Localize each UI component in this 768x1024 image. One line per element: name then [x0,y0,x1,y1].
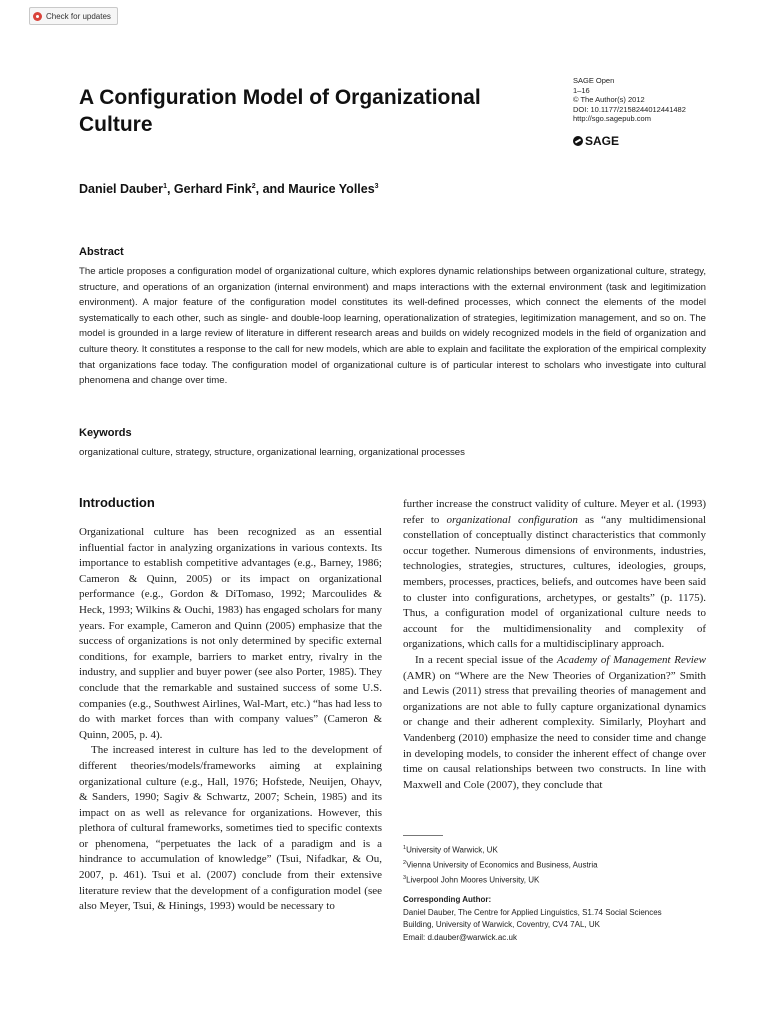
corresponding-author [403,894,713,944]
author-affiliation-marker: 1 [163,182,167,190]
paragraph-text: further increase the construct validity of culture. Meyer et al. (1993) refer to [403,498,706,526]
doi: DOI: 10.1177/2158244012441482 [573,104,686,114]
left-column [79,525,382,915]
affiliation-marker: 2 [403,859,407,866]
affiliation-text: University of Warwick, UK [406,845,498,855]
author-name: Daniel Dauber [79,182,164,196]
journal-meta [573,76,743,124]
affiliation-marker: 3 [403,874,407,881]
journal-url[interactable]: http://sgo.sagepub.com [573,114,651,124]
journal-name: SAGE Open [573,76,615,85]
abstract-text: The article proposes a configuration model of organizational culture, which explores dynamic relationships between organizational culture, strategy, structure, and operations of an organization (internal environment) and maps interactions with the external environment (task and legitimization environment). A major feature of the configuration model constitutes its well-defined processes, which connect the elements of the model systematically to each other, such as single- and double-loop learning, operationalization of strategies, legitimization management, and so on. The model is grounded in a large review of literature in different research areas and builds on widely recognized models in the field of organization and culture theory. It constitutes a response to the call for new models, which are able to explain and facilitate the exploration of the empirical complexity that organizations face today. The configuration model of organizational culture is of particular interest to scholars who investigate into cultural phenomena and change over time. [79,266,706,387]
keywords-text: organizational culture, strategy, structure, organizational learning, organizational processes [79,447,465,458]
affiliation-line [403,842,598,857]
intro-paragraph: Organizational culture has been recognized as an essential influential factor in analyzing organizations in various contexts. Its importance to establish competitive advantages (e.g., Barney, 1986; Cameron & Quinn, 2005) or its impact on organizational performance (e.g., Gordon & DiTomaso, 1992; Marcoulides & Heck, 1993; Wilkins & Ouchi, 1983) has engaged scholars for many years. For example, Cameron and Quinn (2005) emphasize that the success of organizations is not only determined by specific external conditions, for example, barriers to market entry, rivalry in the industry, and supplier and buyer power (see also Porter, 1985). They conclude that the remarkable and sustained success of some U.S. companies (e.g., Southwest Airlines, Wal-Mart, etc.) “has had less to do with market forces than with company values” (Cameron & Quinn, 2005, p. 4). [79,526,382,741]
corresponding-author-line: Building, University of Warwick, Coventry, CV4 7AL, UK [403,920,600,930]
copyright: © The Author(s) 2012 [573,95,645,105]
abstract-heading: Abstract [79,246,124,258]
author-affiliation-marker: 3 [374,182,379,190]
intro-paragraph [403,653,706,793]
author-separator: , [166,182,174,196]
article-title: A Configuration Model of Organizational Culture [79,86,481,136]
sage-logo-icon [573,136,583,146]
right-column [403,497,706,793]
author-separator: , and [255,182,289,196]
paragraph-text: (AMR) on “Where are the New Theories of Organization?” Smith and Lewis (2011) stress that prevailing theories of management and organizations are not able to fully capture organizational dynamics or change and their adherent complexity. Similarly, Ployhart and Vandenberg (2010) emphasize the need to consider time and change in developing models, to consider the inherent effect of change over time on causal relationships between two constructs. In line with Maxwell and Cole (2007), they conclude that [403,669,706,791]
affiliation-line [403,872,598,887]
check-for-updates-label: Check for updates [46,11,111,21]
intro-paragraph [403,497,706,653]
paragraph-text: In a recent special issue of the [415,653,557,666]
author-name: Maurice Yolles [288,182,375,196]
page-range: 1–16 [573,85,590,95]
intro-paragraph: The increased interest in culture has led to the development of different theories/models/frameworks aiming at explaining organizational culture (e.g., Hall, 1976; Hofstede, Neuijen, Ohayv, & Sanders, 1990; Sagiv & Schwartz, 2007; Schein, 1985) and its impact on as well as relevance for organizations. However, this plethora of cultural frameworks, sometimes tied to specific contexts or phenomena, “perpetuates the lack of a paradigm and is a hindrance to accumulation of knowledge” (Tsui, Nifadkar, & Ou, 2007, p. 461). Tsui et al. (2007) conclude from their extensive literature review that the development of a configuration model (see also Meyer, Tsui, & Hinings, 1993) would be necessary to [79,744,382,913]
sage-logo-text: SAGE [585,134,620,148]
journal-title-emphasis: Academy of Management Review [556,653,706,666]
emphasis-text: organizational configuration [446,513,578,526]
corresponding-author-heading: Corresponding Author: [403,895,492,904]
affiliation-line [403,857,598,872]
keywords-heading: Keywords [79,427,132,439]
author-name: Gerhard Fink [173,182,252,196]
corresponding-author-line: Daniel Dauber, The Centre for Applied Linguistics, S1.74 Social Sciences [403,907,662,917]
author-list [79,182,379,196]
paragraph-text: as “any multidimensional constellation of conceptually distinct characteristics that commonly occur together. Numerous dimensions of environments, industries, technologies, strategies, structures, cultures, ideologies, groups, members, processes, practices, beliefs, and outcomes have been said to cluster into configurations, archetypes, or gestalts” (p. 1175). Thus, a configuration model of organizational culture needs to account for the multidimensionality and complexity of organizations, which calls for a multidisciplinary approach. [403,513,707,651]
affiliation-marker: 1 [403,845,407,851]
check-for-updates-button[interactable] [29,7,118,25]
update-badge-icon [33,12,42,21]
sage-logo [573,134,619,148]
author-affiliation-marker: 2 [251,182,256,190]
corresponding-author-email[interactable]: Email: d.dauber@warwick.ac.uk [403,932,517,942]
affiliations [403,842,598,887]
introduction-heading: Introduction [79,495,155,510]
footnote-divider [403,835,443,836]
affiliation-text: Liverpool John Moores University, UK [406,875,540,885]
affiliation-text: Vienna University of Economics and Business, Austria [406,860,598,870]
